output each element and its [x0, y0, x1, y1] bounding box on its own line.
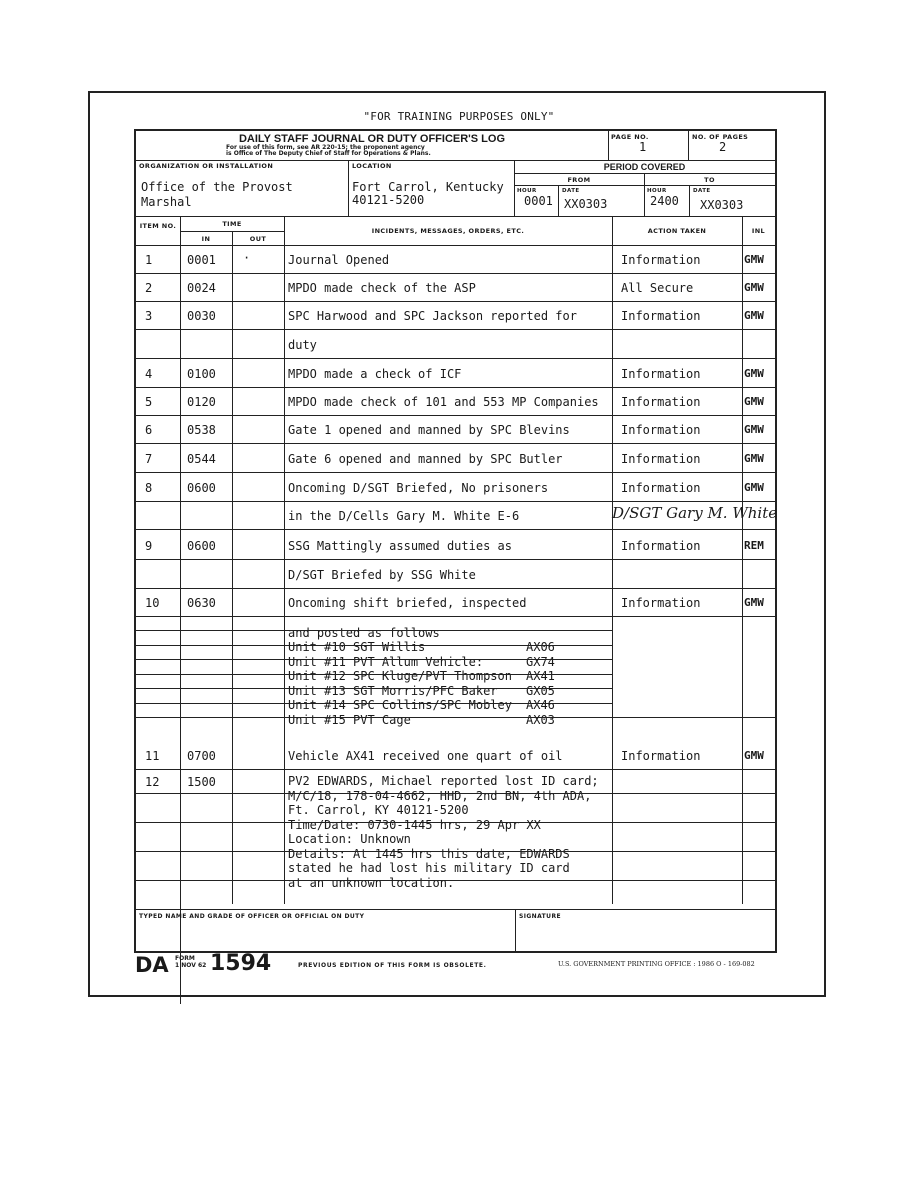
row-time-out[interactable]: ·: [243, 251, 251, 265]
col-initials-label: INL: [751, 227, 766, 235]
location-label: LOCATION: [352, 162, 392, 170]
no-of-pages-value[interactable]: 2: [719, 140, 727, 154]
to-date-label: DATE: [693, 188, 711, 194]
row-initials[interactable]: GMW: [744, 749, 764, 762]
row-divider: [136, 529, 775, 530]
footer-form-number: 1594: [210, 951, 272, 976]
row-divider: [136, 273, 775, 274]
row-action-taken[interactable]: All Secure: [621, 281, 694, 295]
journal-form: [134, 129, 777, 953]
row-time-in[interactable]: 0538: [187, 423, 216, 437]
row-incident-text[interactable]: Gate 6 opened and manned by SPC Butler: [288, 452, 563, 466]
unit-name[interactable]: Unit #14 SPC Collins/SPC Mobley: [288, 698, 512, 712]
row-divider: [136, 588, 775, 589]
row-divider: [136, 822, 775, 823]
row-incident-line[interactable]: Details: At 1445 hrs this date, EDWARDS: [288, 846, 570, 861]
row-divider: [136, 415, 775, 416]
unit-line: [136, 659, 612, 660]
page-no-label: PAGE NO.: [611, 133, 649, 141]
row-incident-text[interactable]: Gate 1 opened and manned by SPC Blevins: [288, 423, 570, 437]
row-divider: [136, 301, 775, 302]
row-initials[interactable]: GMW: [744, 395, 764, 408]
row-incident-line[interactable]: at an unknown location.: [288, 875, 455, 890]
col-incidents-label: INCIDENTS, MESSAGES, ORDERS, ETC.: [371, 227, 525, 235]
row-time-in[interactable]: 0700: [187, 749, 216, 763]
unit-vehicle[interactable]: AX41: [526, 669, 555, 683]
row-initials[interactable]: GMW: [744, 253, 764, 266]
unit-vehicle[interactable]: GX74: [526, 654, 555, 669]
unit-line: [136, 703, 612, 704]
location-line-1[interactable]: Fort Carrol, Kentucky: [352, 180, 504, 194]
row-item-no[interactable]: 6: [145, 423, 153, 437]
row-action-taken[interactable]: Information: [621, 539, 701, 553]
row-incident-line[interactable]: M/C/18, 178-04-4662, HHD, 2nd BN, 4th ADA,: [288, 788, 592, 803]
row-incident-text[interactable]: Oncoming D/SGT Briefed, No prisoners: [288, 481, 549, 495]
row-item-no[interactable]: 5: [145, 395, 153, 409]
row-divider: [136, 501, 775, 502]
row-time-in[interactable]: 0120: [187, 395, 216, 409]
row-time-in[interactable]: 0600: [187, 481, 216, 495]
unit-vehicle[interactable]: AX06: [526, 640, 555, 654]
unit-name[interactable]: Unit #11 PVT Allum Vehicle:: [288, 654, 484, 669]
col-item-label: ITEM NO.: [139, 222, 177, 230]
row-incident-text[interactable]: SSG Mattingly assumed duties as: [288, 539, 512, 553]
row-divider: [136, 443, 775, 444]
unit-name[interactable]: Unit #12 SPC Kluge/PVT Thompson: [288, 669, 512, 683]
row-action-taken[interactable]: Information: [621, 481, 701, 495]
row-action-taken[interactable]: Information: [621, 596, 701, 610]
row-initials[interactable]: GMW: [744, 452, 764, 465]
unit-name[interactable]: Unit #15 PVT Cage: [288, 712, 411, 727]
from-date-label: DATE: [562, 188, 580, 194]
row-time-in[interactable]: 0630: [187, 596, 216, 610]
row-divider: [136, 851, 775, 852]
row-action-taken[interactable]: Information: [621, 309, 701, 323]
row-item-no[interactable]: 9: [145, 539, 153, 553]
row-incident-text[interactable]: Journal Opened: [288, 253, 390, 267]
row-incident-line[interactable]: Ft. Carrol, KY 40121-5200: [288, 803, 469, 817]
row-divider: [136, 329, 775, 330]
typed-name-label: TYPED NAME AND GRADE OF OFFICER OR OFFICIAL ON DUTY: [139, 913, 365, 920]
row-action-taken[interactable]: Information: [621, 253, 701, 267]
unit-vehicle[interactable]: AX03: [526, 712, 555, 727]
row-action-taken[interactable]: Information: [621, 749, 701, 763]
training-banner: "FOR TRAINING PURPOSES ONLY": [363, 110, 555, 123]
to-hour-value[interactable]: 2400: [650, 194, 679, 208]
row-item-no[interactable]: 11: [145, 749, 160, 763]
row-time-in[interactable]: 0030: [187, 309, 216, 323]
form-title: DAILY STAFF JOURNAL OR DUTY OFFICER'S LOG: [238, 133, 506, 145]
to-date-value[interactable]: XX0303: [700, 198, 744, 212]
row-incident-text[interactable]: Vehicle AX41 received one quart of oil: [288, 749, 563, 763]
footer-form-label: FORM 1 NOV 62: [175, 955, 207, 969]
col-out-label: OUT: [249, 235, 267, 243]
to-label: TO: [704, 176, 715, 184]
unit-vehicle[interactable]: GX05: [526, 683, 555, 698]
form-subtitle-2: is Office of The Deputy Chief of Staff for Operations & Plans.: [226, 150, 431, 157]
unit-line: [136, 717, 612, 718]
unit-line: [136, 674, 612, 675]
row-incident-text[interactable]: D/SGT Briefed by SSG White: [288, 568, 476, 582]
col-in-label: IN: [201, 235, 211, 243]
row-divider: [136, 358, 775, 359]
row-time-in[interactable]: 1500: [187, 775, 216, 789]
from-hour-value[interactable]: 0001: [524, 194, 553, 208]
from-date-value[interactable]: XX0303: [564, 197, 608, 211]
row-incident-text[interactable]: in the D/Cells Gary M. White E-6: [288, 509, 520, 523]
unit-vehicle[interactable]: AX46: [526, 698, 555, 712]
row-time-in[interactable]: 0024: [187, 281, 216, 295]
row-item-no[interactable]: 1: [145, 253, 153, 267]
row-divider: [136, 559, 775, 560]
location-line-2[interactable]: 40121-5200: [352, 193, 425, 207]
row-divider: [136, 616, 775, 617]
row-initials[interactable]: GMW: [744, 367, 764, 380]
row-initials[interactable]: GMW: [744, 309, 764, 322]
row-incident-text[interactable]: SPC Harwood and SPC Jackson reported for: [288, 309, 577, 323]
row-incident-text[interactable]: Oncoming shift briefed, inspected: [288, 596, 527, 610]
row-time-in[interactable]: 0100: [187, 367, 216, 381]
row-time-in[interactable]: 0600: [187, 539, 216, 553]
footer-previous-edition: PREVIOUS EDITION OF THIS FORM IS OBSOLETE.: [298, 962, 487, 969]
row-action-taken[interactable]: Information: [621, 452, 701, 466]
row-incident-line[interactable]: PV2 EDWARDS, Michael reported lost ID card;: [288, 774, 599, 788]
page-no-value[interactable]: 1: [639, 140, 647, 154]
form-subtitle-1: For use of this form, see AR 220-15; the proponent agency: [226, 144, 425, 151]
col-action-label: ACTION TAKEN: [647, 227, 707, 235]
signature-label: SIGNATURE: [519, 913, 561, 920]
form-title-block: [136, 131, 608, 160]
from-hour-label: HOUR: [517, 188, 537, 194]
unit-name[interactable]: Unit #13 SGT Morris/PFC Baker: [288, 683, 498, 698]
row-incident-line[interactable]: Time/Date: 0730-1445 hrs, 29 Apr XX: [288, 817, 541, 832]
no-of-pages-label: NO. OF PAGES: [692, 133, 749, 141]
row-action-taken[interactable]: Information: [621, 395, 701, 409]
unit-line: [136, 688, 612, 689]
row-divider: [136, 387, 775, 388]
to-hour-label: HOUR: [647, 188, 667, 194]
row-divider: [136, 769, 775, 770]
row-divider: [136, 793, 775, 794]
row-item-no[interactable]: 2: [145, 281, 153, 295]
row-action-taken[interactable]: Information: [621, 367, 701, 381]
row-incident-line[interactable]: stated he had lost his military ID card: [288, 861, 570, 875]
row-item-no[interactable]: 3: [145, 309, 153, 323]
unit-block-bottom: [612, 717, 775, 718]
row-item-no[interactable]: 7: [145, 452, 153, 466]
from-label: FROM: [567, 176, 591, 184]
row-item-no[interactable]: 8: [145, 481, 153, 495]
row-item-no[interactable]: 4: [145, 367, 153, 381]
row-initials[interactable]: REM: [744, 539, 764, 552]
row-item-no[interactable]: 12: [145, 775, 160, 789]
row-time-in[interactable]: 0001: [187, 253, 216, 267]
org-label: ORGANIZATION OR INSTALLATION: [139, 162, 274, 170]
unit-line: [136, 630, 612, 631]
org-line-2[interactable]: Marshal: [141, 195, 192, 209]
row-incident-text[interactable]: MPDO made a check of ICF: [288, 367, 462, 381]
row-action-taken[interactable]: Information: [621, 423, 701, 437]
unit-intro[interactable]: and posted as follows: [288, 626, 440, 640]
row-incident-text[interactable]: duty: [288, 338, 317, 352]
row-incident-text[interactable]: MPDO made check of the ASP: [288, 281, 476, 295]
footer-printing-office: U.S. GOVERNMENT PRINTING OFFICE : 1986 O - 169-082: [558, 960, 755, 968]
footer-da: DA: [135, 953, 169, 977]
row-divider: [136, 472, 775, 473]
row-divider: [136, 880, 775, 881]
unit-name[interactable]: Unit #10 SGT Willis: [288, 640, 426, 654]
row-item-no[interactable]: 10: [145, 596, 160, 610]
row-initials[interactable]: GMW: [744, 481, 764, 494]
row-time-in[interactable]: 0544: [187, 452, 216, 466]
org-line-1[interactable]: Office of the Provost: [141, 180, 293, 194]
row-initials[interactable]: GMW: [744, 423, 764, 436]
row-initials[interactable]: GMW: [744, 281, 764, 294]
period-label: PERIOD COVERED: [603, 162, 686, 172]
row-initials[interactable]: GMW: [744, 596, 764, 609]
unit-line: [136, 645, 612, 646]
row-incident-line[interactable]: Location: Unknown: [288, 832, 411, 846]
row-incident-text[interactable]: MPDO made check of 101 and 553 MP Companies: [288, 395, 599, 409]
col-time-label: TIME: [222, 220, 242, 228]
dsgt-signature: D/SGT Gary M. White: [612, 504, 778, 522]
